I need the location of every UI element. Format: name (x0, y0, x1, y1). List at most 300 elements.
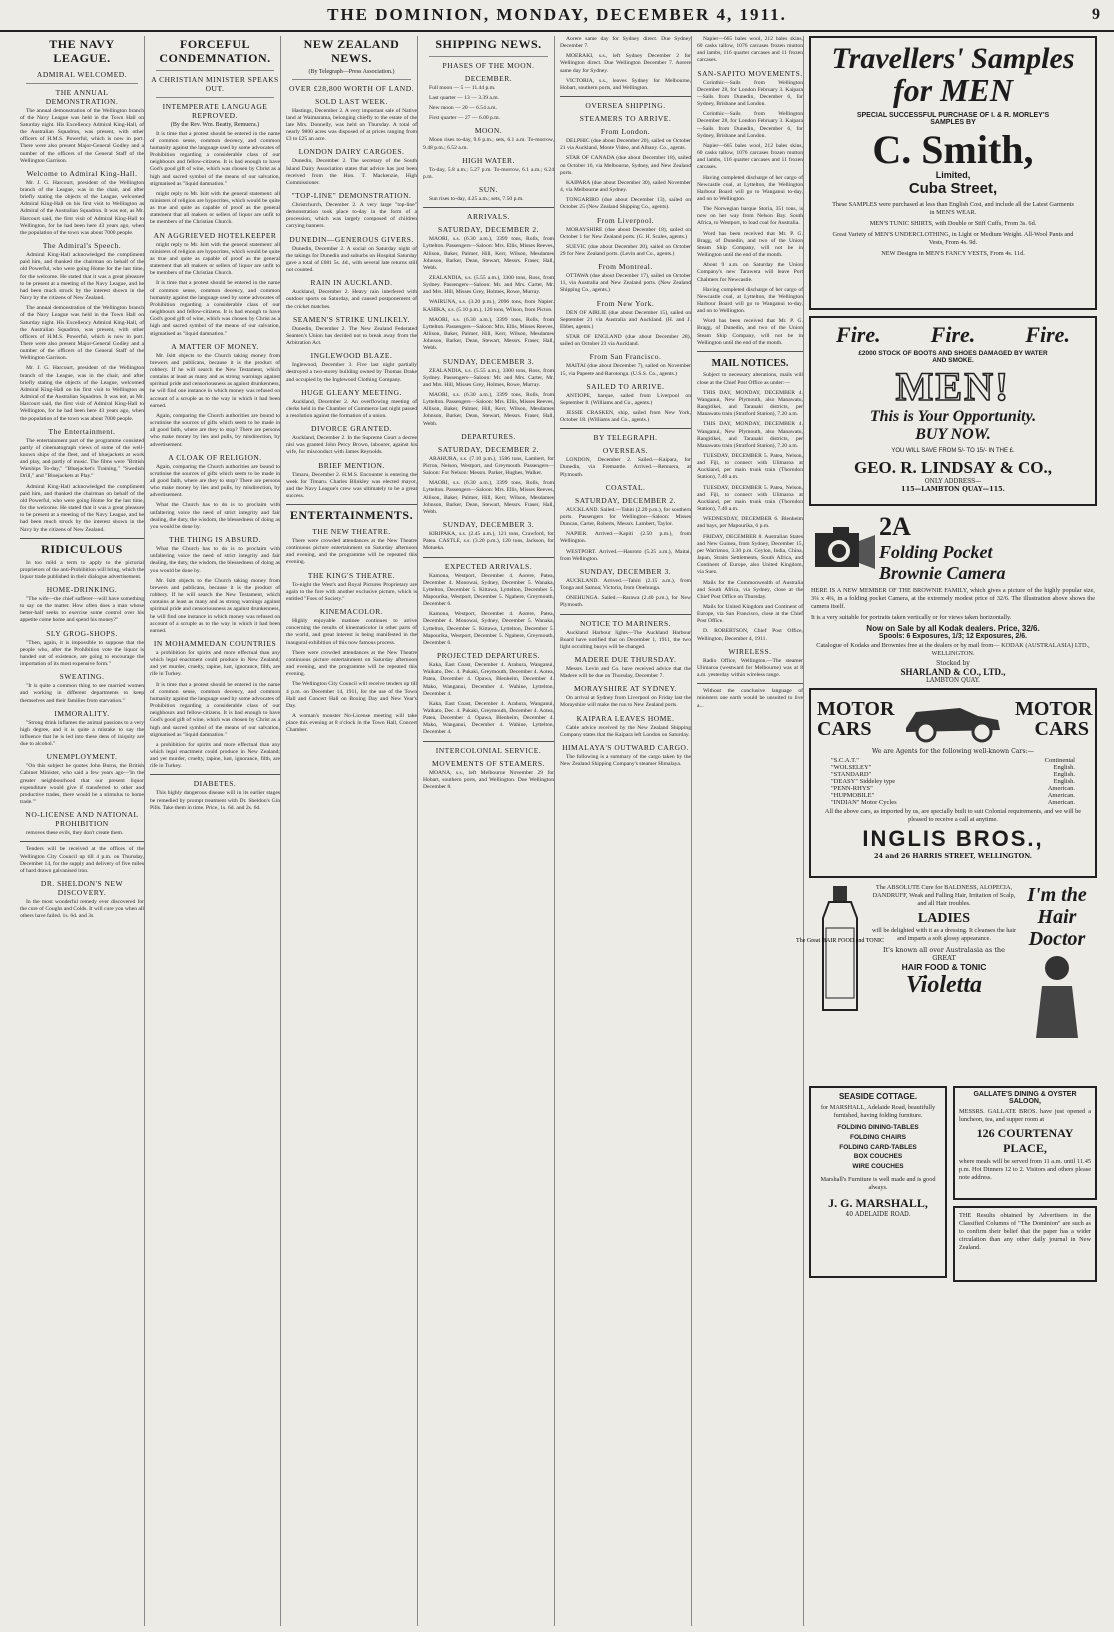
travellers-p4: NEW Designs in MEN'S FANCY VESTS, From 4s. 11d. (881, 249, 1025, 257)
forceful-sub5: A MATTER OF MONEY. (171, 341, 259, 351)
car-name: "WOLSELEY" (831, 764, 872, 771)
car-origin: English. (1053, 771, 1075, 778)
brownie-camera-ad (809, 512, 1097, 685)
departures-p4: ARAHURA, s.s. (7.10 p.m.), 1586 tons, Lambert, for Picton, Nelson, Westport, and Greymouth. Passengers—Saloon: For Nelson: Messrs. Parker, Hughes, Walker. (423, 455, 554, 477)
fire-buy: BUY NOW. (915, 426, 991, 443)
seaside-firm: J. G. MARSHALL, (828, 1195, 928, 1210)
navy-p2: Mr. J. G. Harcourt, president of the Wellington branch of the League, was in the chair, and after briefly stating the objects of the League, welcomed Admiral King-Hall on his first visit to Wellington as Admiral of the Australian Squadron. It was not, as Mr. Harcourt said, the first visit of Admiral King-Hall to Wellington, for he had been here 43 years ago, when the population of the town was about 7000 people. (20, 179, 144, 236)
column-6 (697, 36, 804, 1626)
forceful-sub2: INTEMPERATE LANGUAGE REPROVED. (162, 101, 268, 120)
forceful-p4b: What the Church has to do is to proclaim with unfaltering voice the need of strict integrity and fair dealing, the duty, the wisdom, the blessedness of doing as you would be done by. (150, 502, 280, 530)
departures-sub: DEPARTURES. (461, 431, 516, 441)
gallate-p1: MESSRS. GALLATE BROS. have just opened a luncheon, tea, and supper room at (959, 1108, 1091, 1124)
mail-p15: Radio Office, Wellington.—The steamer Ulimaroa (westward for Melbourne) was at 8 a.m. yesterday within wireless range. (697, 657, 803, 679)
right-bottom-stack (953, 1086, 1097, 1288)
nz-news-sub6: DUNEDIN—GENEROUS GIVERS. (289, 234, 414, 244)
shipping2-p20: AUCKLAND. Arrived.—Tahiti (2.15 a.m.), from Tonga and Samoa; Victoria, from Onehunga. (560, 577, 691, 592)
fire-word: Fire. (1025, 322, 1070, 347)
arrivals-sub: ARRIVALS. (467, 212, 510, 222)
nz-news-sub10: HUGE GLEANY MEETING. (301, 387, 402, 397)
brownie-p1: HERE IS A NEW MEMBER OF THE BROWNIE FAMILY, which gives a picture of the highly popular size, 3¼ x 4¼, in a folding pocket Camera, at the extremely modest price of 32/6. The illustration above shows the camera itself. (811, 587, 1095, 611)
forceful-p3: Mr. Isitt objects to the Church taking money from brewers and publicans, because it is the product of robbery. If he will search the New Testament, which contains at least as many and as strong warnings against spiritual pride and censoriousness as against drunkenness, he will find one instance in which money was refused on account of a scruple as to the way in which it had been earned. (150, 352, 280, 409)
arrivals-p1: MAORI, s.s. (6.30 a.m.), 3399 tons, Rolls, from Lyttelton. Passengers—Saloon: Mrs. Ellis, Misses Reeves, Allison, Baker, Palmer, Hill, Kerr, Wilson, Mesdames Johnson, Barker, Dean, Stewart, Messrs. Fraser, Hall, Webb. (423, 236, 554, 271)
expected-p6b: Kamona, Westport, December 4. Aorere, Patea, December 4. Monowai, Sydney, December 5. Wanaka, Lyttelton, December 5. Kittawa, Lyttelton, December 5. Mapourika, Westport, December 5. Ngahere, Greymouth, December 6. (423, 611, 554, 646)
travellers-limited: Limited, (935, 169, 971, 180)
month-sub: DECEMBER. (464, 73, 513, 83)
departures-date: SATURDAY, DECEMBER 2. (438, 444, 539, 454)
shipping2-p14: ANTIOPE, barque, sailed from Liverpool on September 8. (Williams and Co., agents.) (560, 392, 691, 406)
violetta-p1: The ABSOLUTE Cure for BALDNESS, ALOPECIA, DANDRUFF, Weak and Falling Hair, Irritation of Scalp, and all Hair troubles. (872, 884, 1016, 908)
mail-p4: The Norwegian barque Storia, 351 tons, is now on her way from Nelson Bay. South Africa, to Westport, to load coal for Australia. (697, 206, 803, 227)
arrivals-p2: WAIRUNA, s.s. (3.20 p.m.), 2096 tons, from Napier. KAHIKA, s.s. (5.10 p.m.), 120 tons, Wilson, from Picton. (423, 299, 554, 313)
kaipara-sub: KAIPARA LEAVES HOME. (576, 713, 675, 723)
shipping2-p15: JESSIE CRASKEN, ship, sailed from New York, October 18. (Williams and Co., agents.) (560, 410, 691, 424)
arrivals-p3b: MAORI, s.s. (6.30 a.m.), 3399 tons, Rolls, from Lyttelton. Passengers—Saloon: Mrs. Ellis, Misses Reeves, Allison, Baker, Palmer, Hill, Kerr, Wilson, Mesdames Johnson, Barker, Dean, Stewart, Messrs. Fraser, Hall, Webb. (423, 392, 554, 427)
ridiculous-sub7: DR. SHELDON'S NEW DISCOVERY. (40, 879, 124, 898)
car-name: "INDIAN" Motor Cycles (831, 799, 897, 806)
nz-news-sub11: DIVORCE GRANTED. (311, 424, 392, 434)
car-origin: American. (1047, 785, 1075, 792)
kings-theatre-p: To-night the West's and Royal Pictures Proprietary are again to the fore with another exclusive picture, which is entitled "Foes of Society." (286, 581, 417, 602)
masthead (0, 0, 1114, 32)
navy-p1: The annual demonstration of the Wellington branch of the Navy League was held in the Town Hall on Saturday night. His Excellency Admiral King-Hall, of the Australian Squadron, was present, with other officers of H.M.S. Powerful, which is now in port. There were also present Major-General Godley and a number of the officers of the General Staff of the Wellington Garrison. (20, 107, 144, 164)
ridiculous-p1: In too mild a term to apply to the pictorial proprietors of the anti-Prohibition will bring, which the liquor trade published in their dialogue advertisement. (20, 559, 144, 580)
motor-p1: All the above cars, as imported by us, are specially built to suit Colonial requirements, and we will be pleased to receive a call at anytime. (824, 808, 1082, 824)
divider (423, 557, 554, 558)
car-row (831, 778, 1075, 785)
violetta-hair-ad (796, 884, 1097, 1080)
brownie-sale: Now on Sale by all Kodak dealers. Price, 32/6. (866, 624, 1040, 634)
forceful-p3b: Again, comparing the Church authorities are bound to scrutinise the sources of gifts which seem to be made in all good faith, where are they to stop? There are persons who make money by lies and pulls, by misdirection, by advertisement. (150, 412, 280, 448)
forceful-sub4: AN AGGRIEVED HOTELKEEPER (153, 230, 277, 240)
mail-p10: WEDNESDAY, DECEMBER 6. Blenheim and bays, per Mapourika, 6 p.m. (697, 516, 803, 530)
violetta-ladies: LADIES (917, 911, 971, 927)
hair-doctor-figure-icon (1022, 950, 1092, 1040)
seaside-item: FOLDING CHAIRS (850, 1133, 906, 1141)
shipping2-p4: DELPHIC (due about December 20), sailed on October 21 via Auckland, Monte Video, and Albany. Co., agents. (560, 138, 691, 152)
shipping2-p25: Cable advice received by the New Zealand Shipping Company states that the Kaipara left London on Saturday. (560, 724, 691, 738)
mail-p8b: THIS DAY, MONDAY, DECEMBER 4. Wanganui, New Plymouth, also Manawatu, Rangitikei, and Taranaki districts, per Manawatu train (Stratford Station), 7.20 a.m. (697, 421, 803, 449)
new-theatre-p: There were crowded attendances at the New Theatre continuous picture entertainment on Saturday afternoon and evening, and the programme will be repeated this evening. (286, 538, 417, 566)
shipping2-p7: TONGARIRO (due about December 13), sailed on October 25 (New Zealand Shipping Co., agents). (560, 197, 691, 211)
page-number: 9 (1092, 6, 1100, 23)
car-name: "S.C.A.T." (831, 757, 859, 764)
fire-firm: GEO. R. LINDSAY & CO., (853, 458, 1053, 477)
moon-phase-row: Full moon — 5 — 11.44 p.m. (429, 84, 496, 91)
mail-p6b: Having completed discharge of her cargo of Newcastle coal, at Lyttelton, the Wellington Harbour Board will go to Wanganui to-day, and on to Wellington. (697, 286, 803, 315)
navy-league-heading: THE NAVY LEAGUE. (49, 37, 115, 65)
seaside-item: FOLDING DINING-TABLES (837, 1124, 919, 1132)
violetta-p2: will be delighted with it as a dressing. It cleanses the hair and imparts a soft glossy appearance. (871, 927, 1017, 943)
shipping2-p21: ONEHUNGA. Sailed.—Rarawa (2.40 p.m.), for New Plymouth. (560, 595, 691, 609)
overseas-sub: OVERSEAS. (602, 446, 649, 456)
high-water-sub: HIGH WATER. (462, 155, 515, 165)
navy-p4: The entertainment part of the programme consisted partly of cinematograph views of some of the well-known ships of the fleet, and of bluejackets at work and play, and partly of music. The films were "British Warships To-day," "Bluejacket's Training," "Swedish Drill," and "Bluejackets at Play." (20, 437, 144, 480)
travellers-line2: for MEN (892, 72, 1013, 108)
moon-phase-row: First quarter — 27 — 6.00 p.m. (429, 115, 501, 122)
car-name: "DEASY" Siddeley type (831, 778, 896, 785)
projected-p7b: Kaka, East Coast, December 4. Arahura, Wanganui, Waikato, Dec. 4. Pukaki, Greymouth, December 4. Aotea, Patea, December 4. Opawa, Blenheim, December 4. Mako, Wanganui, December 4. Wahine, Lyttelton, December 4. (423, 700, 554, 736)
ridiculous-p3: "Then, again, it is impossible to suppose that the people who, after the Prohibition vote the liquor is handed out of existence, are going to encourage the importation of its most expensive form." (20, 639, 144, 668)
motor-car-icon (898, 694, 1008, 744)
forceful-sub7: THE THING IS ABSURD. (169, 535, 261, 545)
coastal-date: SATURDAY, DECEMBER 2. (575, 495, 676, 505)
travellers-brand: C. Smith, (872, 126, 1034, 172)
divider (423, 207, 554, 208)
hair-doctor-text: I'm the Hair Doctor (1027, 884, 1087, 950)
movements-p8: MOANA, s.s., left Melbourne November 29 for Hobart, southern ports, and Wellington. Due Wellington December 8. (423, 769, 554, 790)
motor-address: 24 and 26 HARRIS STREET, WELLINGTON. (873, 852, 1033, 861)
forceful-p2: might reply to Mr. Isitt with the general statement: all ministers of religion are hypocrites, which would be quite as true and quite as capable of proof as the general statement that all makers or sellers of liquor are unfit to be members of the Christian Church. (150, 241, 280, 277)
mail-p6: About 9 a.m. on Saturday the Union Company's new Tarawera will leave Port Chalmers for Newcastle. (697, 262, 803, 283)
column-5 (560, 36, 692, 1626)
mail-p3: Having completed discharge of her cargo of Newcastle coal, at Lyttelton, the Wellington Harbour Board will go to Wanganui to-day, and on to Wellington. (697, 174, 803, 202)
forceful-p5: What the Church has to do is to proclaim with unfaltering voice the need of strict integrity and fair dealing, the duty, the wisdom, the blessedness of doing as you would be done by. (150, 546, 280, 574)
car-name: "HUPMOBILE" (831, 792, 875, 799)
nz-news-p6: Dunedin, December 2. The New Zealand Federated Seamen's Union has decided not to break away from the Arbitration Act. (286, 325, 417, 347)
shipping2-p3: VICTORIA, s.s., leaves Sydney for Melbourne, Hobart, southern ports, and Wellington. (560, 77, 691, 91)
masthead-title: THE DOMINION, MONDAY, DECEMBER 4, 1911. (327, 5, 787, 24)
nz-news-p10: Timaru, December 2. H.M.S. Encounter is entering the week for Timaru. Charles Blinkley was elected mayor, and the Navy League's crew was ultimately to be a great success. (286, 471, 417, 500)
oversea-sub: OVERSEA SHIPPING. (585, 101, 666, 111)
nz-news-sub12: BRIEF MENTION. (318, 460, 385, 470)
ridiculous-sub6: NO-LICENSE AND NATIONAL PROHIBITION (25, 810, 139, 829)
seaside-address: 40 ADELAIDE ROAD. (845, 1210, 911, 1218)
ridiculous-p4: "It is quite a common thing to see married women and working in different departments to keep themselves and their families from starvation." (20, 683, 144, 704)
fire-sale-ad (809, 316, 1097, 506)
arrivals-p3: ZEALANDIA, s.s. (5.55 a.m.), 3300 tons, Ross, from Sydney. Passengers—Saloon: Mr. and Mrs. Carter, Mr. and Mrs. Hill, Misses Grey, Holmes, Rowe, Murray. (423, 367, 554, 388)
bottom-ads-row (809, 1086, 1097, 1288)
sailed-sub: SAILED TO ARRIVE. (586, 381, 665, 391)
from-london-sub: From London. (600, 127, 651, 137)
forceful-p6: a prohibition for spirits and more effectual than any which legal enactment could produce in New Zealand; and yet murder, cruelty, rapine, lust, ignorance, filth, are rife in Turkey. (150, 649, 280, 678)
forceful-p4: Again, comparing the Church authorities are bound to scrutinise the sources of gifts which seem to be made in all good faith, where are they to stop? There are persons who make money by lies and pulls, by misdirection, by advertisement. (150, 463, 280, 499)
ridiculous-sub3: SWEATING. (59, 672, 105, 682)
mail-notices-heading: MAIL NOTICES. (711, 357, 789, 369)
hair-tonic-bottle-icon (796, 884, 884, 1014)
shipping2-p17: AUCKLAND. Sailed.—Tahiti (2.20 p.m.), for southern ports. Passengers for Wellington—Saloon: Misses Duncan, Carter, Roberts, Messrs. Lambert, Taylor. (560, 506, 691, 528)
violetta-product: HAIR FOOD & TONIC (901, 962, 987, 973)
forceful-p1b: might reply to Mr. Isitt with the general statement: all ministers of religion are hypocrites, which would be quite as true and quite as capable of proof as the general statement that all makers or sellers of liquor are unfit to be members of the Christian Church. (150, 190, 280, 226)
expected-p6: Kamona, Westport, December 4. Aorere, Patea, December 4. Monowai, Sydney, December 5. Wanaka, Lyttelton, December 5. Kittawa, Lyttelton, December 5. Mapourika, Westport, December 5. Ngahere, Greymouth, December 6. (423, 572, 554, 608)
forceful-p7: This highly dangerous disease will in its earlier stages be remedied by prompt treatment with Dr. Sheldon's Gin Pills. Take them in time. Price, 1s. 6d. and 2s. 6d. (150, 790, 280, 811)
himalaya-sub: HIMALAYA'S OUTWARD CARGO. (562, 742, 689, 752)
car-origin: English. (1053, 778, 1075, 785)
coastal-date2: SUNDAY, DECEMBER 3. (579, 566, 672, 576)
divider (429, 56, 548, 57)
forceful-heading: FORCEFUL CONDEMNATION. (159, 37, 271, 65)
fire-sub: £2000 STOCK OF BOOTS AND SHOES DAMAGED BY WATER AND SMOKE. (858, 350, 1048, 364)
moon-phase-row: Last quarter — 13 — 3.39 a.m. (429, 94, 500, 101)
mail-p12: Mails for the Commonwealth of Australia and South Africa, via Sydney, close at the Chief Post Office on Thursday. (697, 579, 803, 600)
from-sanfrancisco-sub: From San Francisco. (589, 352, 662, 362)
from-montreal-sub: From Montreal. (598, 262, 653, 272)
divider (150, 774, 280, 775)
brownie-stocked: Stocked by (936, 660, 970, 668)
car-name: "PENN-RHYS" (831, 785, 873, 792)
motor-right: MOTOR CARS (1015, 698, 1093, 740)
bottle-label-text: The Great HAIR FOOD and TONIC (796, 938, 884, 944)
navy-p3: Admiral King-Hall acknowledged the compliment paid him, and thanked the chairman on behalf of the old Powerful, who were going Home for the last time, for the welcome. He stated that it was a great pleasure to be present at a meeting of the Navy League, and he had been much struck by the interest shown in the Navy by the citizens of New Zealand. (20, 252, 144, 302)
mail-p2c: Napier—665 bales wool, 212 bales skins, 60 casks tallow, 1076 carcases frozen mutton and lambs, 116 quarter carcases and 11 frozen carcases. (697, 142, 803, 171)
motor-firm: INGLIS BROS., (862, 826, 1044, 852)
divider (560, 428, 691, 429)
nz-news-sub3: SOLD LAST WEEK. (315, 96, 388, 106)
arrivals-p2b: MAORI, s.s. (6.30 a.m.), 3399 tons, Rolls, from Lyttelton. Passengers—Saloon: Mrs. Ellis, Misses Reeves, Allison, Baker, Palmer, Hill, Kerr, Wilson, Mesdames Johnson, Barker, Dean, Stewart, Messrs. Fraser, Hall, Webb. (423, 316, 554, 352)
travellers-p2: MEN'S TUNIC SHIRTS, with Double or Stiff Cuffs, From 3s. 6d. (869, 219, 1037, 227)
shipping2-p13: MAITAI (due about December 7), sailed on November 15, via Papeete and Rarotonga. (U.S.S. Co., agents.) (560, 363, 691, 377)
travellers-p3: Great Variety of MEN'S UNDERCLOTHING, in Light or Medium Weight. All-Wool Pants and Vests, From 4s. 9d. (832, 230, 1074, 246)
car-row (831, 764, 1075, 771)
ridiculous-sub2: SLY GROG-SHOPS. (46, 628, 118, 638)
mail-p14: D. ROBERTSON, Chief Post Office, Wellington, December 4, 1911. (697, 628, 803, 642)
navy-sub5: The Entertainment. (48, 426, 116, 436)
ridiculous-p5: "Strong drink inflames the animal passions to a very high degree, and it is quite a mistake to say the influence that he is led into these dens of iniquity are due to alcohol." (20, 719, 144, 748)
car-origin: Continental (1044, 757, 1075, 764)
classified-note: THE Results obtained by Advertisers in the Classified Columns of "The Dominion" are such as to confirm their belief that the paper has a wider circulation than any other daily journal in New Zealand. (959, 1212, 1091, 1252)
travellers-sub: SPECIAL SUCCESSFUL PURCHASE OF I. & R. MORLEY'S SAMPLES BY (856, 111, 1050, 126)
kings-theatre-sub: THE KING'S THEATRE. (307, 570, 396, 580)
arrivals-date2: SUNDAY, DECEMBER 3. (442, 356, 535, 366)
fire-word: Fire. (930, 322, 976, 347)
departures-p4b: MAORI, s.s. (6.30 a.m.), 3399 tons, Rolls, from Lyttelton. Passengers—Saloon: Mrs. Ellis, Misses Reeves, Allison, Baker, Palmer, Hill, Kerr, Wilson, Mesdames Johnson, Barker, Dean, Stewart, Messrs. Fraser, Hall, Webb. (423, 480, 554, 515)
brownie-title1: Folding Pocket (879, 542, 993, 562)
navy-p3b: The annual demonstration of the Wellington branch of the Navy League was held in the Town Hall on Saturday night. His Excellency Admiral King-Hall, of the Australian Squadron, was present, with other officers of H.M.S. Powerful, which is now in port. There were also present Major-General Godley and a number of the officers of the General Staff of the Wellington Garrison. (20, 305, 144, 362)
mail-p9: TUESDAY, DECEMBER 5. Patea, Nelson, and Fiji, to connect with Ulimaroa at Auckland, per main trunk train (Thorndon Station), 7.40 a.m. (697, 453, 803, 481)
violetta-brand: Violetta (905, 972, 982, 999)
nz-news-source: (By Telegraph—Press Association.) (308, 68, 395, 75)
navy-p4b: Admiral King-Hall acknowledged the compliment paid him, and thanked the chairman on behalf of the old Powerful, who were going Home for the last time, for the welcome. He stated that it was a great pleasure to be present at a meeting of the Navy League, and he had been much struck by the interest shown in the Navy by the citizens of New Zealand. (20, 483, 144, 533)
forceful-p6b: It is time that a protest should be entered in the name of common sense, common decency, and common humanity against the language used by some advocates of Prohibition regarding a considerable class of our neighbours and fellow-citizens. It is bad enough to have God's good gift of wine, which was chosen by Christ as a high and sacred symbol of the means of our salvation, stigmatised as "liquid damnation." (150, 681, 280, 738)
column-2 (150, 36, 281, 1626)
forceful-p2b: It is time that a protest should be entered in the name of common sense, common decency, and common humanity against the language used by some advocates of Prohibition regarding a considerable class of our neighbours and fellow-citizens. It is bad enough to have God's good gift of wine, which was chosen by Christ as a high and sacred symbol of the means of our salvation, stigmatised as "liquid damnation." (150, 280, 280, 337)
forceful-p6c: a prohibition for spirits and more effectual than any which legal enactment could produce in New Zealand; and yet murder, cruelty, rapine, lust, ignorance, filth, are rife in Turkey. (150, 741, 280, 770)
car-name: "STANDARD" (831, 771, 872, 778)
motor-cars-ad (809, 688, 1097, 878)
ridiculous-p2: "The wife—the chief sufferer—will have something to say on the matter. How often does a man whose better-half seeks to exercise some control over his appetite come home and spend his money?" (20, 595, 144, 624)
expected-sub: EXPECTED ARRIVALS. (444, 561, 533, 571)
ridiculous-p9: In the most wonderful remedy ever discovered for the cure of Coughs and Colds. It will cure you when all others have failed. 1s. 6d. and 3s. (20, 899, 144, 920)
nz-news-p5: Auckland, December 2. Heavy rain interfered with outdoor sports on Saturday, and caused postponement of the cricket matches. (286, 289, 417, 310)
mariners-sub: NOTICE TO MARINERS. (579, 618, 672, 628)
motor-cars-list (831, 757, 1075, 806)
divider (292, 79, 411, 80)
shipping2-p19: WESTPORT. Arrived.—Hauroto (5.25 a.m.), Maitai, from Wellington. (560, 548, 691, 562)
shipping2-p6: KAIPARA (due about December 30), sailed November 4, via Melbourne and Sydney. (560, 179, 691, 194)
mail-p11: FRIDAY, DECEMBER 8. Australian States and New Guinea, from Sydney, December 15, per Warrimoo, 3.30 p.m. Ceylon, India, China, Japan, Straits Settlements, South Africa, and Continent of Europe, also United Kingdom, via Suez. (697, 533, 803, 576)
forceful-sub8: IN MOHAMMEDAN COUNTRIES (153, 638, 277, 648)
wireless-sub: WIRELESS. (728, 646, 772, 656)
seaside-title: SEASIDE COTTAGE. (838, 1092, 918, 1101)
violetta-known: It's known all over Australasia as the GREAT (883, 946, 1005, 963)
shipping2-p24: On arrival at Sydney from Liverpool on Friday last the Morayshire will make the run to New Zealand ports. (560, 695, 691, 709)
shipping2-p9: SUEVIC (due about December 20), sailed on October 29 for New Zealand ports. (Levin and Co., agents.) (560, 243, 691, 257)
brownie-number: 2A (879, 512, 911, 541)
seaside-p1: for MARSHALL, Adelaide Road, beautifully furnished, having folding furniture. (820, 1104, 936, 1120)
ridiculous-sub1: HOME-DRINKING. (46, 584, 118, 594)
seaside-p2: Marshall's Furniture is well made and is good always. (820, 1175, 936, 1191)
divider (20, 538, 144, 539)
mail-p13: Mails for United Kingdom and Continent of Europe, via San Francisco, close at the Chief Post Office. (697, 603, 803, 625)
fire-men: MEN! (895, 364, 1011, 409)
car-origin: American. (1047, 799, 1075, 806)
nz-news-p1: Hastings, December 2. A very important sale of Native land at Waimarama, belonging chiefly to the estate of the late Mrs. Donnelly, was held on Thursday. A total of nearly 9800 acres was disposed of at prices ranging from £3 to £25 an acre. (286, 107, 417, 143)
shipping2-p2: MOERAKI, s.s., left Sydney December 2 for Wellington direct. Due Wellington December 7. Aorere same day for Sydney. (560, 53, 691, 74)
divider (560, 614, 691, 615)
ridiculous-heading: RIDICULOUS (41, 541, 123, 556)
nz-news-sub4: LONDON DAIRY CARGOES. (298, 147, 405, 157)
nz-news-p7: Inglewood, December 3. Five last night partially destroyed a two-storey building owned by Thomas Drake and occupied by the Inglewood Clothing Company. (286, 362, 417, 383)
camera-icon (809, 513, 879, 583)
brownie-title2: Brownie Camera (879, 563, 1006, 583)
gallate-title: GALLATE'S DINING & OYSTER SALOON, (973, 1091, 1077, 1105)
shipping2-p5: STAR OF CANADA (due about December 18), sailed on October 16, via Melbourne, Sydney, and New Zealand ports. (560, 155, 691, 176)
from-newyork-sub: From New York. (596, 298, 655, 308)
shipping2-p26: The following is a summary of the cargo taken by the New Zealand Shipping Company's steamer Himalaya. (560, 753, 691, 768)
navy-sub3: Welcome to Admiral King-Hall. (26, 168, 138, 178)
car-row (831, 771, 1075, 778)
fire-address: 115—LAMBTON QUAY—115. (901, 485, 1005, 493)
entertainments-heading: ENTERTAINMENTS. (289, 508, 414, 523)
travellers-p1: These SAMPLES were purchased at less than English Cost, and include all the Latest Garments in MEN'S WEAR. (832, 200, 1074, 216)
brownie-p2: It is a very suitable for portraits taken vertically or for views taken horizontally. (811, 614, 1012, 622)
seaside-item: BOX COUCHES (853, 1153, 903, 1161)
ridiculous-sub5: UNEMPLOYMENT. (46, 752, 118, 762)
forceful-byline: (By the Rev. Wm. Beatty, Remuera.) (170, 121, 260, 128)
kinemacolor-p2: There were crowded attendances at the New Theatre continuous picture entertainment on Saturday afternoon and evening, and the programme will be repeated this evening. (286, 649, 417, 678)
moon-p: Moon rises to-day, 9.6 p.m.; sets, 6.1 a.m. To-morrow, 9.48 p.m.; 6.52 a.m. (423, 137, 554, 151)
seaside-item: FOLDING CARD-TABLES (839, 1143, 917, 1151)
classified-note-ad (953, 1206, 1097, 1282)
shipping-heading: SHIPPING NEWS. (435, 37, 542, 51)
divider (20, 841, 144, 842)
divider (156, 70, 274, 71)
seaside-item: WIRE COUCHES (852, 1163, 904, 1171)
shipping2-p18: NAPIER. Arrived.—Kapiti (2.50 p.m.), from Wellington. (560, 531, 691, 545)
mail-p5: Word has been received that Mr. P. G. Bragg, of Dunedin, and two of the Union Steam Ship Company, will not be in Wellington until the end of the month. (697, 230, 803, 259)
departures-p5: KIRIPAKA, s.s. (2.45 a.m.), 121 tons, Crawford, for Patea. CASTLE, s.s. (3.20 p.m.), 120 tons, Jackson, for Motueka. (423, 531, 554, 552)
gallate-saloon-ad (953, 1086, 1097, 1200)
advertisements-column (796, 36, 1097, 1626)
mail-p9b: TUESDAY, DECEMBER 5. Patea, Nelson, and Fiji, to connect with Ulimaroa at Auckland, per main trunk train (Thorndon Station), 7.40 a.m. (697, 484, 803, 513)
mail-p2: Corinthic—Sails from Wellington December 28, for London February 3. Kaipara—Sails from Dunedin, December 6, for Sydney, Brisbane and London. (697, 79, 803, 108)
ridiculous-sub4: IMMORALITY. (54, 708, 110, 718)
fire-save: YOU WILL SAVE FROM 5/- TO 15/- IN THE £. (891, 448, 1015, 454)
sun-sub: SUN. (479, 185, 498, 195)
moon-phase-row: New moon — 20 — 6.54 a.m. (429, 105, 497, 112)
movements-sub: SAN-SAPITO MOVEMENTS. (697, 68, 803, 78)
tenders-p: The Wellington City Council will receive tenders up till 4 p.m. on December 14, 1911, for the use of the Town Hall and Concert Hall on Boxing Day and New Year's Day. (286, 681, 417, 709)
brownie-stockist-address: LAMBTON QUAY. (926, 677, 980, 685)
mail-p7: Subject to necessary alterations, mails will close at the Chief Post Office as under:— (697, 372, 803, 386)
mail-p16: Without the conclusive language of ministers one earth would be unsuited to live a... (697, 688, 803, 709)
car-row (831, 792, 1075, 799)
coastal-sub: COASTAL. (605, 482, 646, 492)
column-4 (423, 36, 555, 1626)
high-water-p: To-day, 5.8 a.m.; 5.27 p.m. To-morrow, 6.1 a.m.; 6.24 p.m. (423, 166, 554, 180)
fire-opportunity: This is Your Opportunity. (869, 408, 1037, 425)
departures-date2: SUNDAY, DECEMBER 3. (442, 520, 535, 530)
arrivals-date: SATURDAY, DECEMBER 2. (438, 225, 539, 235)
mail-p2b: Corinthic—Sails from Wellington December 28, for London February 3. Kaipara—Sails from Dunedin, December 6, for Sydney, Brisbane and London. (697, 111, 803, 139)
telegraph-sub: BY TELEGRAPH. (593, 433, 658, 443)
intercolonial-sub: INTERCOLONIAL SERVICE. (435, 745, 542, 755)
gallate-address: 126 COURTENAY PLACE, (976, 1126, 1074, 1156)
brownie-stockist: SHARLAND & CO., LTD., (900, 667, 1006, 678)
sun-p: Sun rises to-day, 4.25 a.m.; sets, 7.50 p.m. (429, 196, 524, 203)
shipping2-p1: Aorere same day for Sydney direct. Due Sydney December 7. (560, 36, 691, 50)
from-liverpool-sub: From Liverpool. (596, 215, 655, 225)
forceful-sub1: A CHRISTIAN MINISTER SPEAKS OUT. (151, 74, 279, 93)
nz-news-p4: Dunedin, December 2. A social on Saturday night of the takings for Dunedin and suburbs on Hospital Saturday gave a total of £681 5s. 4d., with several late returns still not counted. (286, 245, 417, 274)
morayshire-sub: MORAYSHIRE AT SYDNEY. (573, 684, 678, 694)
to-arrive-sub: STEAMERS TO ARRIVE. (579, 114, 672, 124)
kinemacolor-p: Highly enjoyable matinee continues to arrive concerning the results of kinematicolor in other parts of the world, and great interest is being manifested in the inaugural exhibition of this now famous process. (286, 618, 417, 646)
nz-news-sub7: RAIN IN AUCKLAND. (310, 278, 393, 288)
nz-news-p3: Christchurch, December 2. A very large "top-line" demonstration took place to-day in the form of a procession, which was largely composed of children carrying banners. (286, 202, 417, 230)
moon-phases-sub: PHASES OF THE MOON. (442, 60, 535, 70)
ridiculous-p6: "On this subject he quotes John Burns, the British Cabinet Minister, who said a few years ago—'In the greater neighbourhood that our present liquor expenditure would give if transferred to other and productive trades, there would be a stimulus to home trade.'" (20, 763, 144, 806)
navy-sub2: THE ANNUAL DEMONSTRATION. (45, 87, 119, 106)
movements-sub: MOVEMENTS OF STEAMERS. (432, 758, 545, 768)
motor-left: MOTOR CARS (817, 698, 895, 740)
mail-p1: Napier—665 bales wool, 212 bales skins, 60 casks tallow, 1076 carcases frozen mutton and lambs, 116 quarter carcases and 11 frozen carcases. (697, 36, 803, 64)
nz-news-p9: Auckland, December 2. In the Supreme Court a decree nisi was granted John Percy Brown, labourer, against his wife, for misconduct with James Reynolds. (286, 435, 417, 456)
forceful-sub9: DIABETES. (193, 779, 237, 789)
navy-sub4: The Admiral's Speech. (42, 241, 122, 251)
brownie-catalogue: Catalogue of Kodaks and Brownies free at the dealers or by mail from— KODAK (AUSTRALASIA) LTD., WELLINGTON. (816, 642, 1090, 658)
car-row (831, 757, 1075, 764)
kinemacolor-sub: KINEMACOLOR. (319, 607, 384, 617)
nz-news-sub9: INGLEWOOD BLAZE. (310, 351, 393, 361)
divider (423, 741, 554, 742)
fire-words-row (811, 322, 1095, 348)
divider (286, 504, 417, 505)
forceful-p5b: Mr. Isitt objects to the Church taking money from brewers and publicans, because it is the product of robbery. If he will search the New Testament, which contains at least as many and as strong warnings against spiritual pride and censoriousness as against drunkenness, he will find one instance in which money was refused on account of a scruple as to the way in which it had been earned. (150, 577, 280, 634)
car-row (831, 799, 1075, 806)
projected-sub: PROJECTED DEPARTURES. (436, 651, 541, 661)
mail-p6c: Word has been received that Mr. P. G. Bragg, of Dunedin, and two of the Union Steam Ship Company, will not be in Wellington until the end of the month. (697, 318, 803, 346)
arrivals-p1b: ZEALANDIA, s.s. (5.55 a.m.), 3300 tons, Ross, from Sydney. Passengers—Saloon: Mr. and Mrs. Carter, Mr. and Mrs. Hill, Misses Grey, Holmes, Rowe, Murray. (423, 274, 554, 296)
divider (156, 97, 274, 98)
car-row (831, 785, 1075, 792)
fire-word: Fire. (836, 322, 881, 347)
nz-news-p2: Dunedin, December 2. The secretary of the South Island Dairy Association states that advice has just been received from the Hon. T. Mackenzie, High Commissioner. (286, 158, 417, 186)
shipping2-p12: STAR OF ENGLAND (due about December 28), sailed on October 23 via Auckland. (560, 334, 691, 348)
seaside-cottage-ad (809, 1086, 947, 1278)
travellers-samples-ad (809, 36, 1097, 310)
meeting-p: A woman's monster No-License meeting will take place this evening at 8 o'clock in the Town Hall, Concert Chamber. (286, 712, 417, 734)
seaside-items (811, 1123, 945, 1172)
navy-p3c: Mr. J. G. Harcourt, president of the Wellington branch of the League, was in the chair, and after briefly stating the objects of the League, welcomed Admiral King-Hall on his first visit to Wellington as Admiral of the Australian Squadron. It was not, as Mr. Harcourt said, the first visit of Admiral King-Hall to Wellington, for he had been here 43 years ago, when the population of the town was about 7000 people. (20, 365, 144, 422)
motor-intro: We are Agents for the following well-known Cars:— (872, 748, 1034, 755)
navy-sub1: ADMIRAL WELCOMED. (36, 69, 128, 79)
shipping2-p10: OTTAWA (due about December 17), sailed on October 11, via Australia and New Zealand ports. (New Zealand Shipping Co., agents.) (560, 273, 691, 294)
ridiculous-p8: Tenders will be received at the offices of the Wellington City Council up till 4 p.m. on Thursday, December 14, for the supply and delivery of five miles of hard drawn galvanised iron. (20, 846, 144, 874)
car-origin: English. (1053, 764, 1075, 771)
forceful-p1: It is time that a protest should be entered in the name of common sense, common decency, and common humanity against the language used by some advocates of Prohibition regarding a considerable class of our neighbours and fellow-citizens. It is bad enough to have God's good gift of wine, which was chosen by Christ as a high and sacred symbol of the means of our salvation, stigmatised as "liquid damnation." (150, 130, 280, 187)
madere-sub: MADERE DUE THURSDAY. (574, 654, 677, 664)
brownie-spools: Spools: 6 Exposures, 1/3; 12 Exposures, 2/6. (878, 633, 1028, 641)
projected-p7: Kaka, East Coast, December 4. Arahura, Wanganui, Waikato, Dec. 4. Pukaki, Greymouth, December 4. Aotea, Patea, December 4. Opawa, Blenheim, December 4. Mako, Wanganui, December 4. Wahine, Lyttelton, December 4. (423, 662, 554, 697)
shipping2-p16: LONDON, December 2. Sailed.—Kaipara, for Dunedin, via Fremantle. Arrived.—Remuera, at Plymouth. (560, 457, 691, 478)
car-origin: American. (1047, 792, 1075, 799)
column-1 (20, 36, 145, 1626)
new-theatre-sub: THE NEW THEATRE. (312, 527, 391, 537)
nz-news-sub2: OVER £28,800 WORTH OF LAND. (289, 83, 414, 93)
travellers-street: Cuba Street, (908, 179, 998, 197)
nz-news-sub8: SEAMEN'S STRIKE UNLIKELY. (293, 314, 410, 324)
